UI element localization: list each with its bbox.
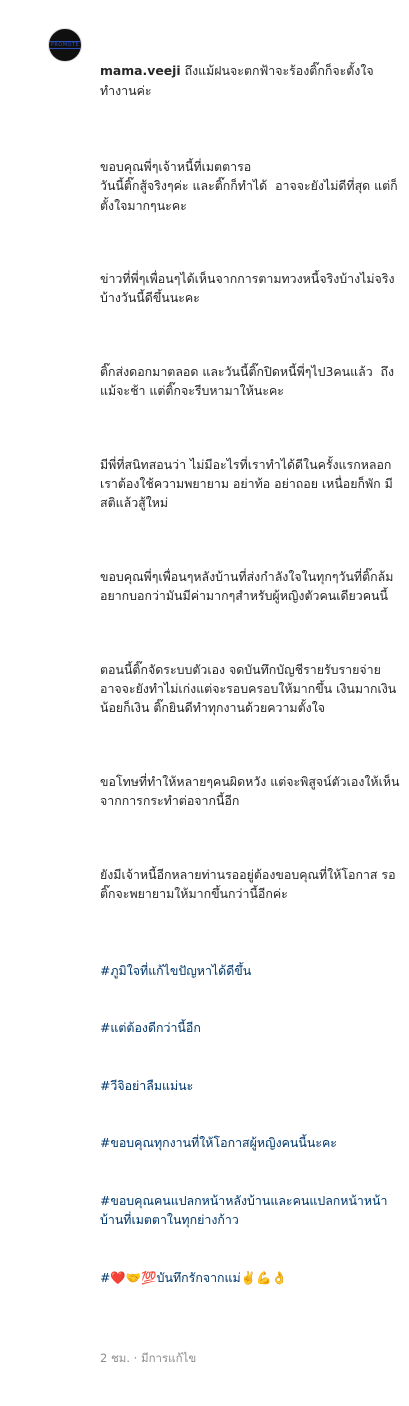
hashtag-text: บันทึกรักจากแม่ <box>156 1269 241 1285</box>
caption-paragraph: มีพี่ที่สนิทสอนว่า ไม่มีอะไรที่เราทำได้ดีในครั้งแรกหลอก เราต้องใช้ความพยายาม อย่าท้อ อย่าถอย เหนื่อยก็พัก มีสติแล้วสู้ใหม่ <box>100 456 396 511</box>
caption-paragraph: ติ๊กส่งดอกมาตลอด และวันนี้ติ๊กปิดหนี้พี่ๆไป3คนแล้ว ถึงแม้จะช้า แต่ติ๊กจะรีบหามาให้นะคะ <box>100 364 395 399</box>
caption-paragraph: ขอบคุณพี่ๆเพื่อนๆหลังบ้านที่ส่งกำลังใจในทุกๆวันที่ติ๊กล้ม อยากบอกว่ามันมีค่ามากๆสำหรับผู้หญิงตัวคนเดียวคนนี้ <box>100 568 398 604</box>
hashtag-link[interactable]: #วีจิอย่าลืมแม่นะ <box>100 1077 194 1093</box>
caption-paragraph: ขอโทษที่ทำให้หลายๆคนผิดหวัง แต่จะพิสูจน์ตัวเองให้เห็นจากการกระทำต่อจากนี้อีก <box>100 773 400 808</box>
comment-meta <box>100 1349 400 1368</box>
caption-paragraph: ถึงแม้ฝนจะตกฟ้าจะร้องติ๊กก็จะตั้งใจทำงานค่ะ <box>100 63 374 98</box>
caption-paragraph: ขอบคุณพี่ๆเจ้าหนี้ที่เมตตารอ วันนี้ติ๊กสู้จริงๆค่ะ และติ๊กก็ทำได้ อาจจะยังไม่ดีที่สุด แต่ก็ตั้งใจมากๆนะคะ <box>100 159 398 213</box>
emoji-suffix: ✌️💪👌 <box>240 1269 288 1285</box>
timestamp-link[interactable]: 2 ชม. <box>100 1350 131 1365</box>
avatar[interactable] <box>48 28 82 62</box>
meta-separator: · <box>133 1350 138 1365</box>
hashtag-link[interactable]: #แต่ต้องดีกว่านี้อีก <box>100 1020 201 1036</box>
caption-first-paragraph <box>100 61 400 99</box>
username-link[interactable]: mama.veeji <box>100 63 181 79</box>
caption-paragraph: ยังมีเจ้าหนี้อีกหลายท่านรออยู่ต้องขอบคุณที่ให้โอกาส รอ ติ๊กจะพยายามให้มากขึ้นกว่านี้อีกค่ะ <box>100 866 400 901</box>
hashtag-link-emoji[interactable] <box>100 1268 400 1287</box>
caption <box>100 23 400 1406</box>
edited-label: มีการแก้ไข <box>140 1350 197 1365</box>
caption-paragraph: ตอนนี้ติ๊กจัดระบบตัวเอง จดบันทึกบัญชีรายรับรายจ่าย อาจจะยังทำไม่เก่งแต่จะรอบครอบให้มากขึ้น เงินมากเงินน้อยก็เงิน ติ๊กยินดีทำทุกงานด้วยความตั้งใจ <box>100 661 397 716</box>
avatar-logo: PROMOTE <box>48 41 82 49</box>
hashtag-link[interactable]: #ขอบคุณคนแปลกหน้าหลังบ้านและคนแปลกหน้าหน้าบ้านที่เมตตาในทุกย่างก้าว <box>100 1192 388 1228</box>
hashtag-link[interactable]: #ภูมิใจที่แก้ไขปัญหาได้ดีขึ้น <box>100 962 252 978</box>
hashtag-link[interactable]: #ขอบคุณทุกงานที่ให้โอกาสผู้หญิงคนนี้นะคะ <box>100 1135 337 1151</box>
hashtag-emoji-prefix: #❤️🤝💯 <box>100 1269 157 1285</box>
caption-paragraph: ข่าวที่พี่ๆเพื่อนๆได้เห็นจากการตามทวงหนี้จริงบ้างไม่จริงบ้างวันนี้ดีขึ้นนะคะ <box>100 271 395 306</box>
